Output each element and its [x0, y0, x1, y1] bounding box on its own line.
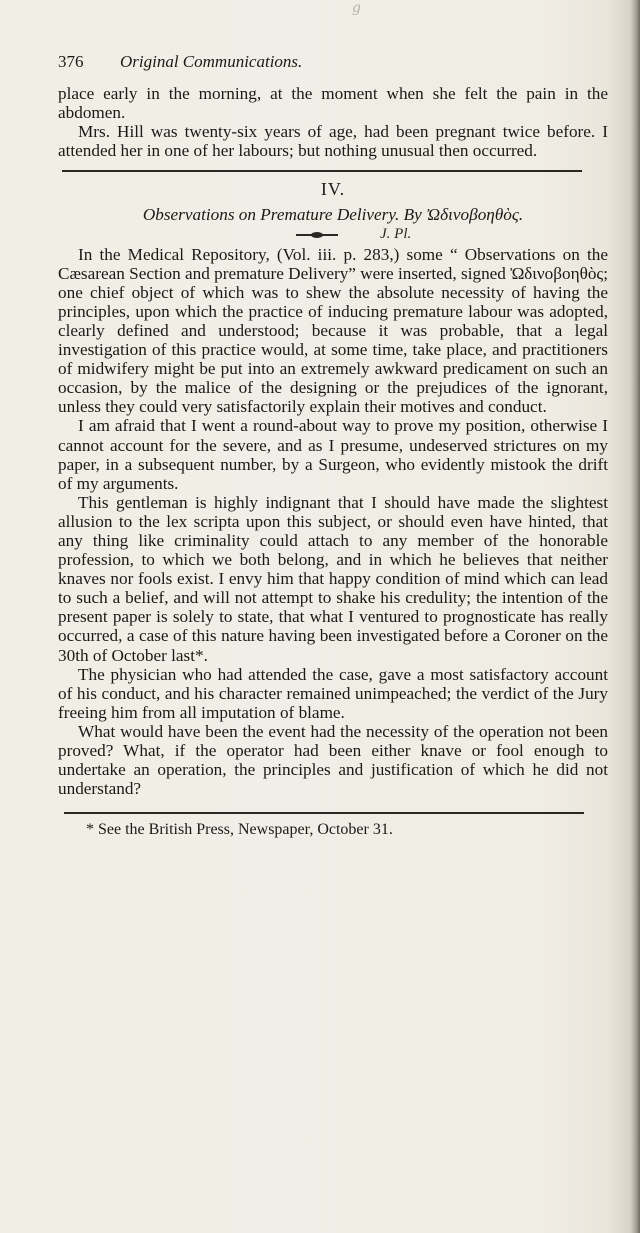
- ornament-dash: [296, 234, 338, 236]
- body-text: [58, 84, 608, 839]
- section-rule: [62, 170, 582, 172]
- page-edge-shadow: [630, 0, 640, 1233]
- section-number: IV.: [320, 179, 346, 200]
- footnote: * See the British Press, Newspaper, October 31.: [86, 821, 393, 839]
- pencil-mark: g: [352, 0, 361, 16]
- paragraph-2: I am afraid that I went a round-about way to prove my position, otherwise I cannot account for the severe, and as I presume, undeserved strictures on my paper, in a subsequent number, by a Surgeon, who evidently mistook the drift of my arguments.: [58, 416, 608, 493]
- paragraph-5: What would have been the event had the necessity of the operation not been proved? What, if the operator had been either knave or fool enough to undertake an operation, the principles and justification of which he did not understand?: [58, 721, 608, 799]
- ornament-row: [58, 227, 608, 245]
- page-number: 376: [58, 52, 84, 71]
- page-header: [58, 52, 598, 78]
- paragraph-3: This gentleman is highly indignant that I should have made the slightest allusion to the lex scripta upon this subject, or should even have hinted, that any thing like criminality could attach to any member of the honorable profession, to which we both belong, and in which he believes that neither knaves nor fools exist. I envy him that happy condition of mind which can lead to such a belief, and will not attempt to shake his credulity; the intention of the present paper is solely to state, that what I ventured to prognosticate has really occurred, a case of this nature having been investigated before a Coroner on the 30th of October last*.: [58, 492, 608, 665]
- footnote-rule: [64, 812, 584, 814]
- paragraph-4: The physician who had attended the case, gave a most satisfactory account of his conduct, and his character remained unimpeached; the verdict of the Jury freeing him from all imputation of blame.: [58, 664, 608, 722]
- handwritten-annotation: J. Pl.: [380, 225, 412, 242]
- paragraph-mrs-hill: Mrs. Hill was twenty-six years of age, had been pregnant twice before. I attended her in one of her labours; but nothing unusual then occurred.: [58, 122, 608, 161]
- paragraph-carryover: place early in the morning, at the moment when she felt the pain in the abdomen.: [58, 84, 608, 123]
- running-title: Original Communications.: [120, 52, 303, 71]
- paragraph-1: In the Medical Repository, (Vol. iii. p. 283,) some “ Observations on the Cæsarean Section and premature Delivery” were inserted, signed Ὠδινοβοηθὸς; one chief object of which was to shew the absolute necessity of having the principles, upon which the practice of inducing premature labour was adopted, clearly defined and understood; because it was probable, that a legal investigation of this practice would, at some time, take place, and practitioners of midwifery might be put into an extremely awkward predicament on such an occasion, by the malice of the designing or the prejudices of the ignorant, unless they could very satisfactorily explain their motives and conduct.: [58, 244, 608, 417]
- section-title: Observations on Premature Delivery. By Ὠδινοβοηθὸς.: [142, 205, 524, 225]
